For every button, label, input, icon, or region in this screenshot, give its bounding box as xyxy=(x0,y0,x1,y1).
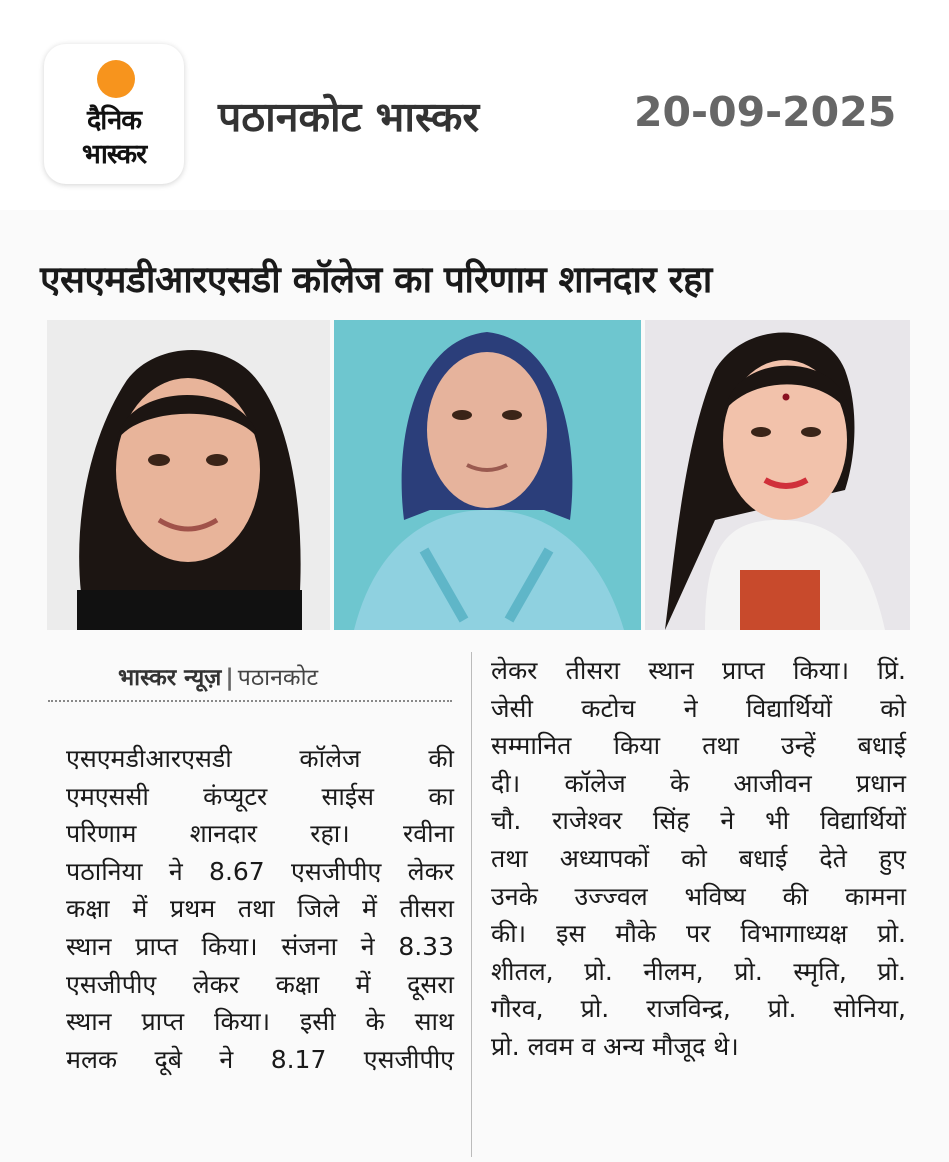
newspaper-header xyxy=(0,0,949,210)
student-photo-1 xyxy=(47,320,330,630)
text-line: गौरव, प्रो. राजविन्द्र, प्रो. सोनिया, xyxy=(491,994,906,1024)
text-line: स्थान प्राप्त किया। इसी के साथ xyxy=(66,1007,454,1037)
text-line: प्रो. लवम व अन्य मौजूद थे। xyxy=(491,1031,739,1061)
text-line: शीतल, प्रो. नीलम, प्रो. स्मृति, प्रो. xyxy=(491,956,906,986)
text-line: एसजीपीए लेकर कक्षा में दूसरा xyxy=(66,969,454,999)
article-column-2 xyxy=(491,652,906,1066)
text-line: स्थान प्राप्त किया। संजना ने 8.33 xyxy=(66,931,454,961)
sun-icon xyxy=(97,60,135,98)
student-photo-3 xyxy=(645,320,910,630)
text-line: लेकर तीसरा स्थान प्राप्त किया। प्रिं. xyxy=(491,656,906,685)
dainik-bhaskar-logo xyxy=(44,44,184,184)
text-line: चौ. राजेश्वर सिंह ने भी विद्यार्थियों xyxy=(491,806,906,836)
text-line: दी। कॉलेज के आजीवन प्रधान xyxy=(491,768,906,798)
text-line: मलक दूबे ने 8.17 एसजीपीए xyxy=(66,1044,454,1074)
text-line: कक्षा में प्रथम तथा जिले में तीसरा xyxy=(66,894,454,924)
student-photo-2 xyxy=(334,320,641,630)
edition-date: 20-09-2025 xyxy=(634,88,897,136)
article-headline: एसएमडीआरएसडी कॉलेज का परिणाम शानदार रहा xyxy=(40,258,712,301)
text-line: एमएससी कंप्यूटर साईस का xyxy=(66,781,454,811)
byline-source: भास्कर न्यूज़ xyxy=(118,665,222,691)
byline-divider xyxy=(48,700,452,702)
byline xyxy=(118,660,318,692)
logo-text-line2: भास्कर xyxy=(81,139,147,170)
logo-text-line1: दैनिक xyxy=(86,105,142,136)
text-line: उनके उज्ज्वल भविष्य की कामना xyxy=(491,881,906,911)
text-line: पठानिया ने 8.67 एसजीपीए लेकर xyxy=(66,856,454,886)
article-column-1 xyxy=(66,740,454,1078)
text-line: जेसी कटोच ने विद्यार्थियों को xyxy=(491,693,906,723)
byline-place: पठानकोट xyxy=(237,665,319,691)
text-line: तथा अध्यापकों को बधाई देते हुए xyxy=(491,843,906,873)
text-line: परिणाम शानदार रहा। रवीना xyxy=(66,819,454,849)
text-line: सम्मानित किया तथा उन्हें बधाई xyxy=(491,731,906,761)
column-divider xyxy=(471,652,472,1157)
text-line: एसएमडीआरएसडी कॉलेज की xyxy=(66,744,454,773)
edition-name: पठानकोट भास्कर xyxy=(218,93,480,141)
text-line: की। इस मौके पर विभागाध्यक्ष प्रो. xyxy=(491,919,906,949)
byline-separator: | xyxy=(225,665,234,691)
